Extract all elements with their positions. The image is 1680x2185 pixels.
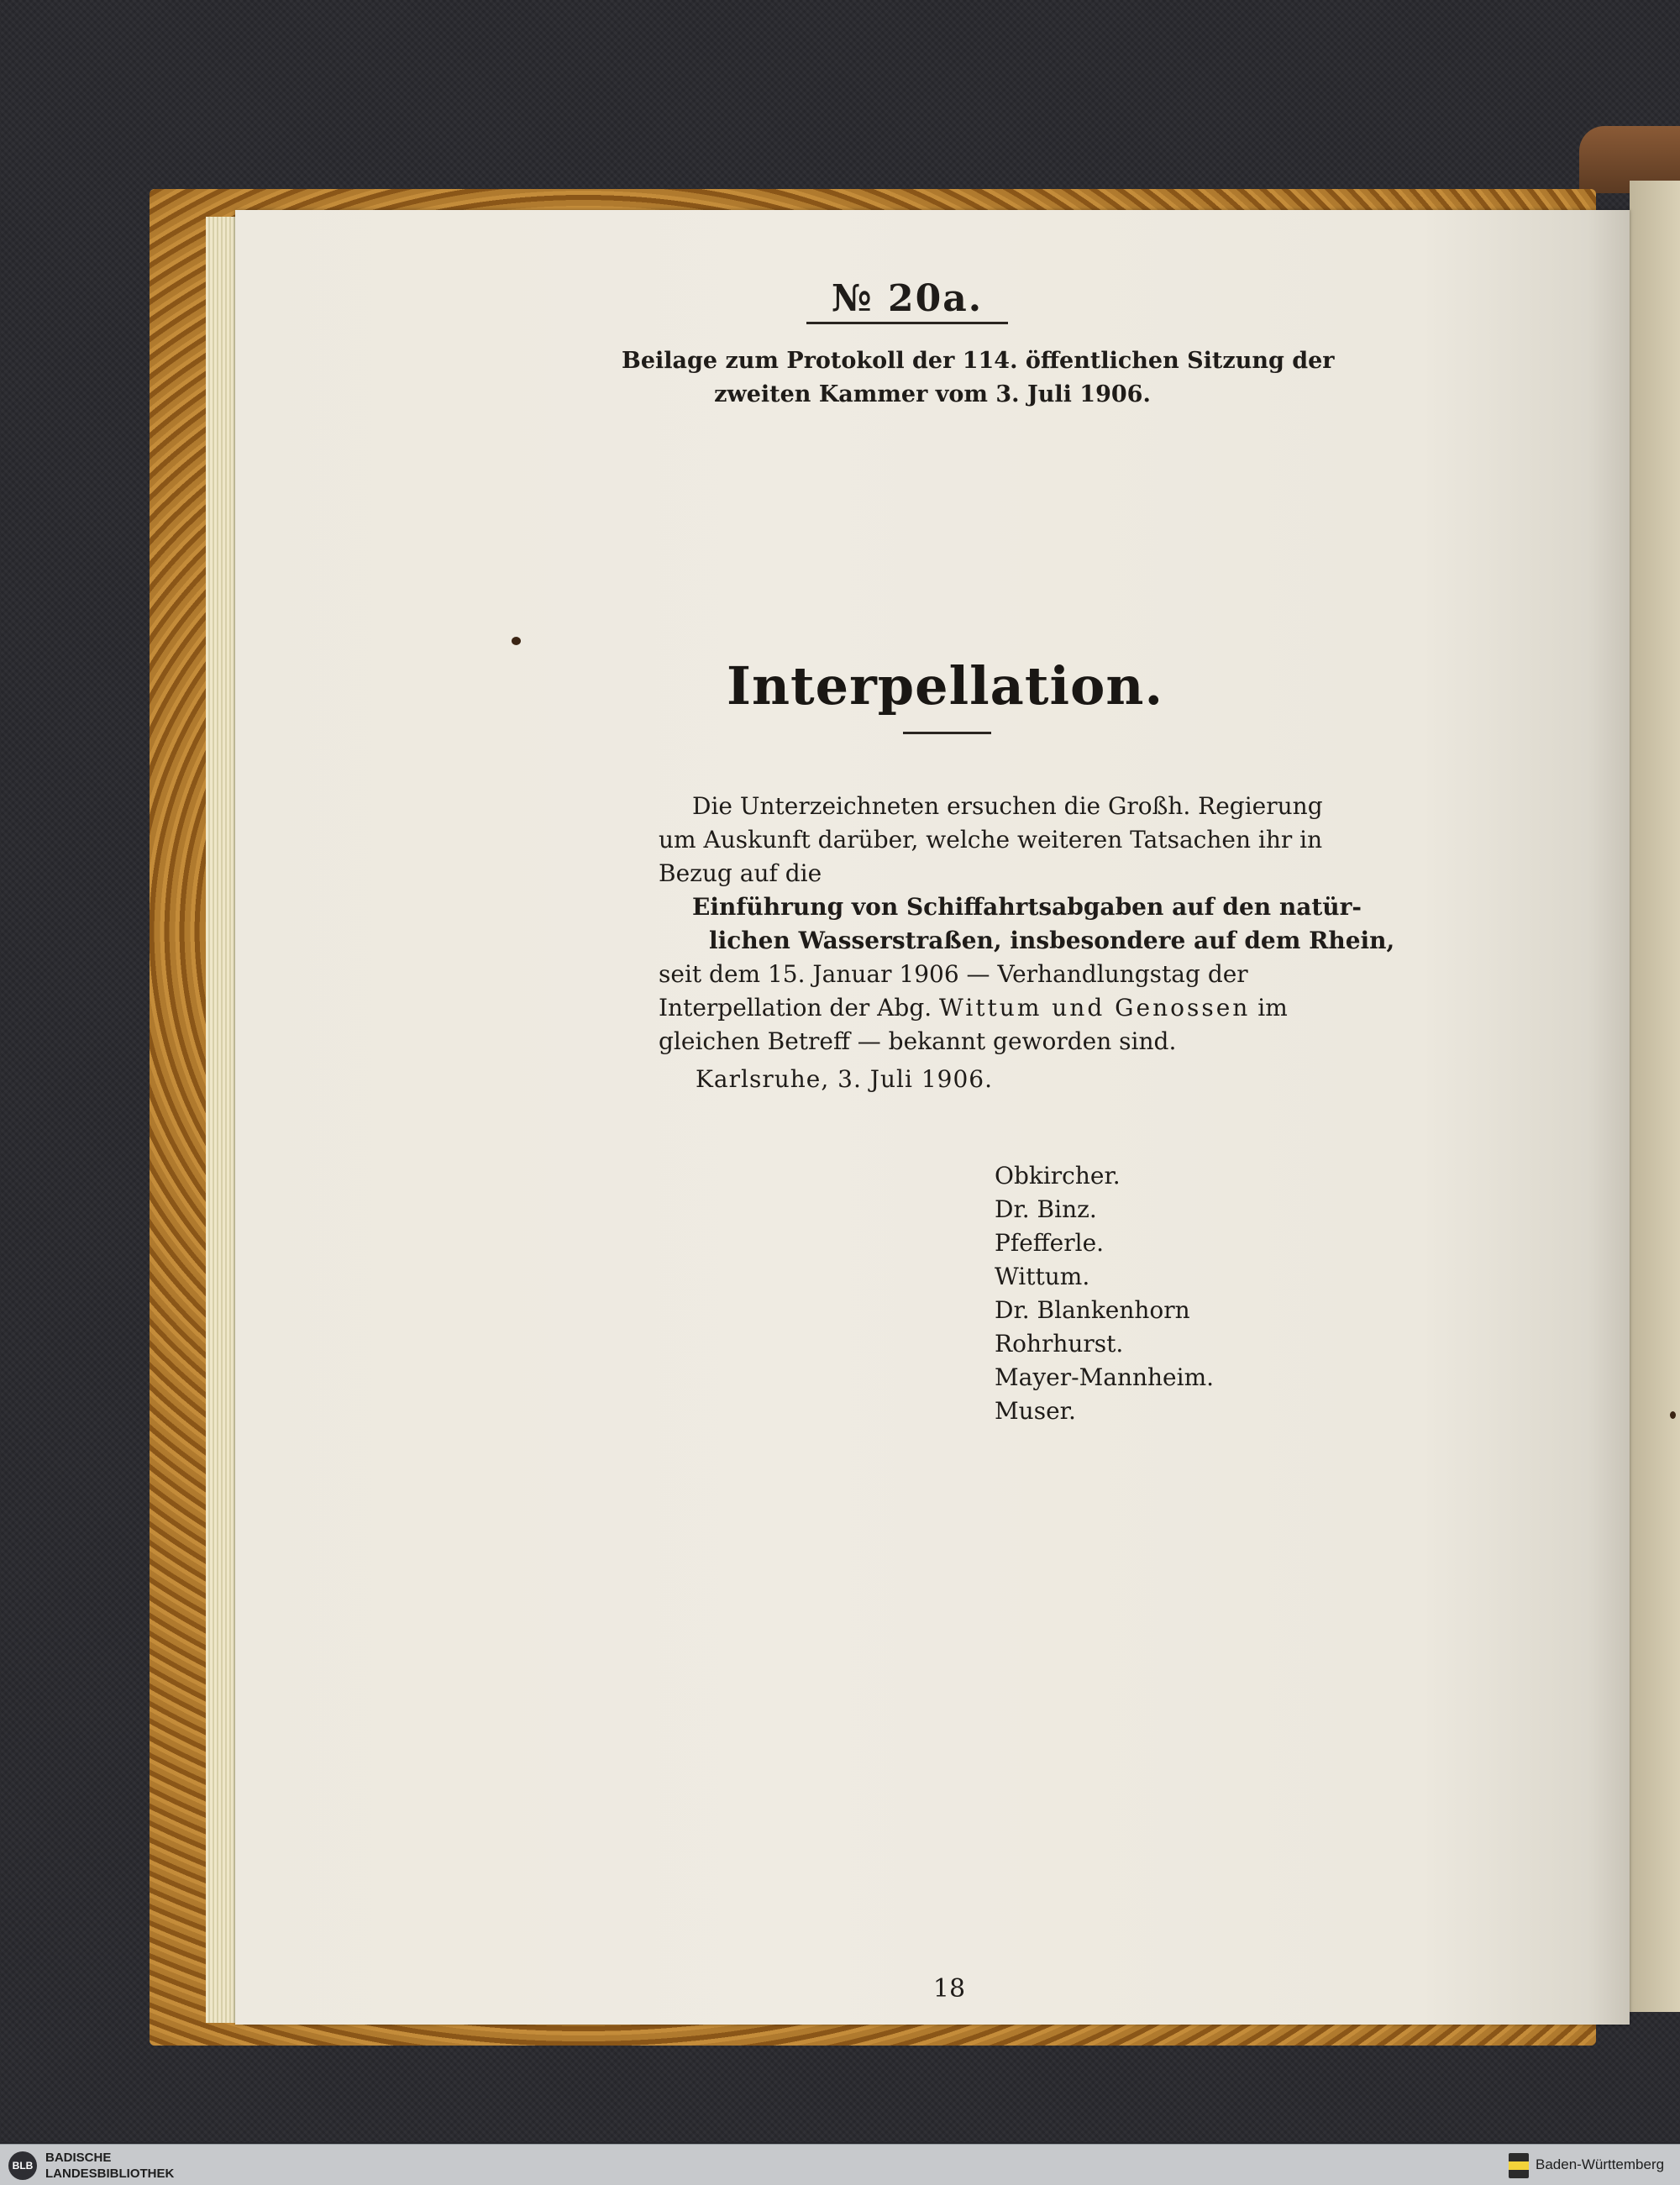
text-line: gleichen Betreff — bekannt geworden sind. <box>659 1027 1177 1055</box>
text-line: Die Unterzeichneten ersuchen die Großh. Regierung <box>692 792 1323 820</box>
signature: Mayer-Mannheim. <box>995 1363 1215 1391</box>
footer-bar <box>0 2144 1680 2185</box>
heading-underline <box>903 732 991 734</box>
signature: Wittum. <box>995 1263 1090 1290</box>
page-number: 18 <box>932 1974 966 2004</box>
subtitle-line: Beilage zum Protokoll der 114. öffentlichen Sitzung der <box>622 348 1335 374</box>
signature-list <box>995 1159 1214 1428</box>
subtitle-line: zweiten Kammer vom 3. Juli 1906. <box>714 381 1151 407</box>
text-line: um Auskunft darüber, welche weiteren Tatsachen ihr in <box>659 826 1323 854</box>
document-subtitle <box>622 344 1335 412</box>
library-name[interactable] <box>45 2150 174 2182</box>
state-label[interactable]: Baden-Württemberg <box>1536 2156 1665 2172</box>
page-heading: Interpellation. <box>726 655 1164 717</box>
signature: Dr. Blankenhorn <box>995 1296 1190 1324</box>
state-coat-of-arms-icon <box>1509 2153 1529 2178</box>
subject-line: lichen Wasserstraßen, insbesondere auf dem Rhein, <box>709 927 1395 954</box>
interpellation-text <box>659 790 1395 1058</box>
text-line: Bezug auf die <box>659 859 822 887</box>
signature: Muser. <box>995 1397 1076 1425</box>
place-date: Karlsruhe, 3. Juli 1906. <box>696 1065 993 1093</box>
library-name-line: LANDESBIBLIOTHEK <box>45 2167 175 2181</box>
ink-spot <box>512 637 521 645</box>
text-fragment: Interpellation der Abg. <box>659 994 940 1022</box>
signature: Obkircher. <box>995 1162 1121 1190</box>
ink-spot <box>1670 1411 1676 1419</box>
text-line: seit dem 15. Januar 1906 — Verhandlungstag der <box>659 960 1248 988</box>
signature: Pfefferle. <box>995 1229 1105 1257</box>
document-number: № 20a. <box>831 277 984 320</box>
text-line <box>659 991 1288 1025</box>
spaced-names: Wittum und Genossen <box>939 994 1251 1022</box>
number-underline <box>806 322 1008 324</box>
library-name-line: BADISCHE <box>45 2151 112 2165</box>
library-logo-icon[interactable]: BLB <box>8 2151 37 2180</box>
text-fragment: im <box>1250 994 1288 1022</box>
signature: Rohrhurst. <box>995 1330 1124 1358</box>
subject-line: Einführung von Schiffahrtsabgaben auf den natür- <box>692 893 1362 921</box>
signature: Dr. Binz. <box>995 1195 1097 1223</box>
